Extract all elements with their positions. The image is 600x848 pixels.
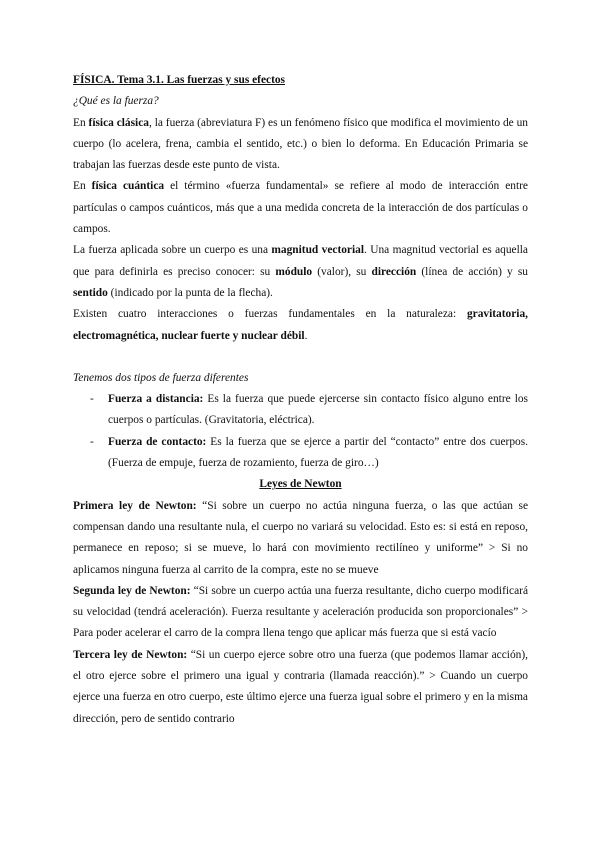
text-run: , la fuerza (abreviatura F) es un fenómeno físico que modifica el movimiento de un cuerpo (lo acelera, frena, cambia el sentido, etc.) o bien lo deforma. En Educación Primaria se trabajan las fuerzas desde este punto de vista. — [73, 116, 528, 172]
text-run: (indicado por la punta de la flecha). — [107, 286, 273, 299]
dash-bullet: - — [90, 393, 94, 406]
document-page — [73, 70, 528, 730]
text-run: (valor), su — [312, 265, 372, 278]
bold-term: Segunda ley de Newton: — [73, 584, 191, 597]
section-question: ¿Qué es la fuerza? — [73, 95, 159, 108]
paragraph-first-law — [73, 496, 528, 581]
newton-heading: Leyes de Newton — [259, 478, 342, 491]
paragraph-fisica-cuantica — [73, 176, 528, 240]
text-run: Es la fuerza que puede ejercerse sin contacto físico alguno entre los cuerpos o partículas. (Gravitatoria, eléctrica). — [108, 393, 528, 427]
text-run: “Si sobre un cuerpo no actúa ninguna fuerza, o las que actúan se compensan dando una resultante nula, el cuerpo no variará su velocidad. Esto es: si está en reposo, permanece en reposo; si se mueve, lo hará con movimiento rectilíneo y uniforme” > Si no aplicamos ninguna fuerza al carrito de la compra, este no se mueve — [73, 499, 528, 576]
page-title: FÍSICA. Tema 3.1. Las fuerzas y sus efectos — [73, 74, 285, 86]
text-run: En — [73, 116, 89, 129]
text-run: Existen cuatro interacciones o fuerzas fundamentales en la naturaleza: — [73, 308, 467, 321]
bold-term: módulo — [275, 265, 313, 278]
bold-term: gravitatoria, electromagnética, nuclear fuerte y nuclear débil — [73, 308, 528, 342]
list-item — [73, 432, 528, 475]
bold-term: magnitud vectorial — [271, 244, 365, 257]
spacer — [73, 347, 528, 368]
text-run: Es la fuerza que se ejerce a partir del “contacto” entre dos cuerpos. (Fuerza de empuje, fuerza de rozamiento, fuerza de giro…) — [108, 435, 529, 470]
text-run: “Si un cuerpo ejerce sobre otro una fuerza (que podemos llamar acción), el otro ejerce sobre el primero una igual y contraria (llamada reacción).” > Cuando un cuerpo ejerce una fuerza en otro cuerpo, este último ejerce una fuerza igual sobre el primero y en la misma dirección, pero de sentido contrario — [73, 648, 528, 725]
paragraph-fisica-clasica — [73, 113, 528, 177]
text-run: La fuerza aplicada sobre un cuerpo es una — [73, 244, 272, 257]
force-types-list — [73, 389, 528, 474]
bold-term: dirección — [371, 265, 417, 278]
bold-term: sentido — [73, 286, 108, 299]
text-run: . — [304, 329, 308, 342]
bold-term: Fuerza a distancia: — [108, 393, 204, 406]
text-run: “Si sobre un cuerpo actúa una fuerza resultante, dicho cuerpo modificará su velocidad (tendrá aceleración). Fuerza resultante y aceleración producida son proporcionales” > Para poder acelerar el carro de la compra llena tengo que aplicar más fuerza que si está vacío — [73, 584, 528, 640]
paragraph-fuerzas-fundamentales — [73, 304, 528, 347]
text-run: el término «fuerza fundamental» se refiere al modo de interacción entre partículas o campos cuánticos, más que a una medida concreta de la interacción de dos partículas o campos. — [73, 180, 528, 236]
text-run: . Una magnitud vectorial es aquella que para definirla es preciso conocer: su — [73, 244, 528, 278]
bold-term: Fuerza de contacto: — [108, 435, 207, 448]
paragraph-third-law — [73, 645, 528, 730]
types-heading: Tenemos dos tipos de fuerza diferentes — [73, 371, 249, 384]
text-run: En — [73, 180, 92, 193]
list-item — [73, 389, 528, 432]
paragraph-second-law — [73, 581, 528, 645]
dash-bullet: - — [90, 435, 94, 448]
text-run: (línea de acción) y su — [416, 265, 528, 278]
paragraph-magnitud-vectorial — [73, 240, 528, 304]
bold-term: Primera ley de Newton: — [73, 499, 197, 512]
bold-term: física cuántica — [91, 180, 165, 193]
bold-term: Tercera ley de Newton: — [73, 648, 188, 661]
bold-term: física clásica — [88, 116, 149, 129]
